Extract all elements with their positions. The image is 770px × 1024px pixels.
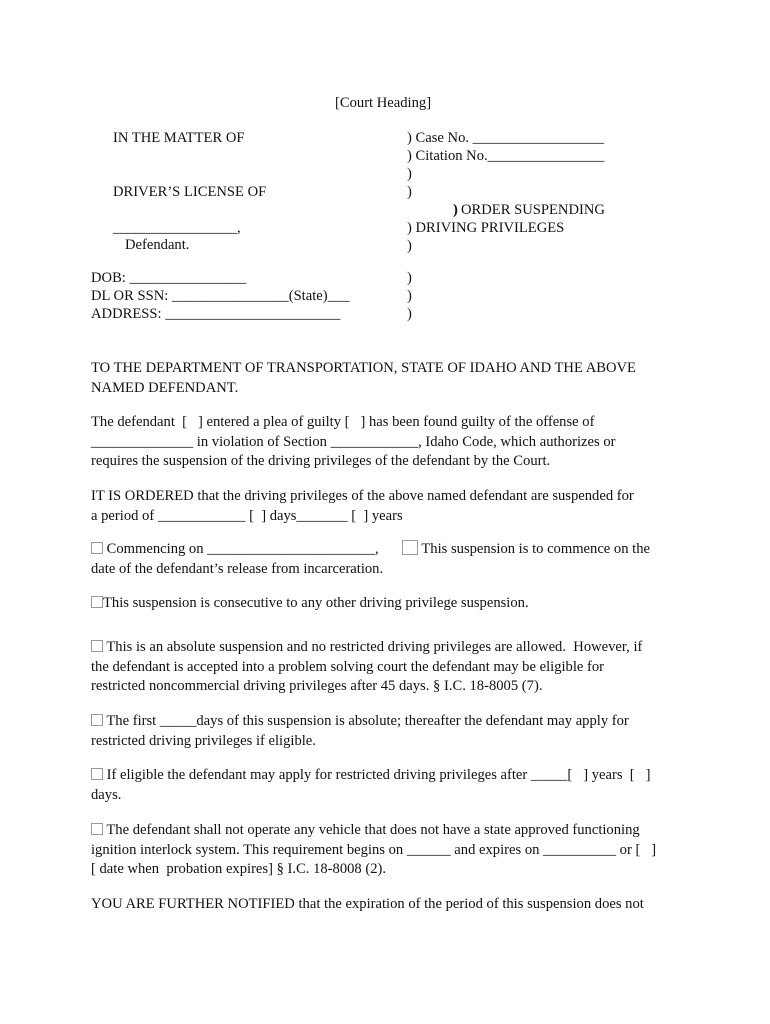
release-option (402, 540, 650, 558)
interlock-text: The defendant shall not operate any vehicle that does not have a state approved functioning (103, 822, 640, 838)
plea-line: requires the suspension of the driving privileges of the defendant by the Court. (91, 453, 551, 469)
interlock-line (91, 821, 681, 841)
caption-paren: ) (407, 184, 412, 200)
ordered-line: a period of ____________ [ ] days_______ [ ] years (91, 507, 403, 524)
caption-paren: ) (407, 270, 412, 286)
caption-paren: ) (407, 306, 412, 322)
absolute-paragraph (91, 638, 681, 697)
plea-line: ______________ in violation of Section ____________, Idaho Code, which authorizes or (91, 433, 616, 450)
ordered-line: IT IS ORDERED that the driving privileges of the above named defendant are suspended for (91, 488, 634, 504)
absolute-line (91, 638, 681, 658)
plea-line: The defendant [ ] entered a plea of guilty [ ] has been found guilty of the offense of (91, 414, 595, 430)
addressee (91, 359, 681, 398)
release-text: This suspension is to commence on the (421, 541, 650, 557)
caption-paren: ) (407, 288, 412, 304)
consecutive-checkbox[interactable] (91, 596, 103, 608)
court-heading: [Court Heading] (335, 95, 432, 111)
ordered-paragraph (91, 487, 681, 526)
eligible-checkbox[interactable] (91, 768, 103, 780)
interlock-checkbox[interactable] (91, 823, 103, 835)
caption-address: ADDRESS: ________________________ (91, 306, 341, 322)
consecutive-paragraph (91, 594, 681, 614)
caption-dob: DOB: ________________ (91, 270, 247, 286)
notified-paragraph (91, 895, 681, 915)
first-days-text: The first _____days of this suspension is absolute; thereafter the defendant may apply for (106, 713, 629, 729)
eligible-text: If eligible the defendant may apply for restricted driving privileges after _____[ ] years [ ] (103, 767, 651, 783)
absolute-checkbox[interactable] (91, 640, 103, 652)
absolute-line: the defendant is accepted into a problem solving court the defendant may be eligible for (91, 658, 605, 675)
absolute-line: restricted noncommercial driving privileges after 45 days. § I.C. 18-8005 (7). (91, 678, 543, 694)
release-line: date of the defendant’s release from incarceration. (91, 560, 384, 577)
caption-defendant: Defendant. (125, 237, 190, 253)
order-title: ORDER SUSPENDING (461, 202, 605, 218)
interlock-paragraph (91, 821, 681, 880)
commencing-checkbox[interactable] (91, 542, 103, 554)
first-days-checkbox[interactable] (91, 714, 103, 726)
interlock-line: ignition interlock system. This requirement begins on ______ and expires on __________ or [ ] (91, 841, 657, 858)
commencing-text: Commencing on _______________________, (103, 541, 379, 557)
first-days-line: restricted driving privileges if eligible. (91, 732, 316, 749)
notified-line: YOU ARE FURTHER NOTIFIED that the expiration of the period of this suspension does not (91, 896, 644, 912)
plea-paragraph (91, 413, 681, 472)
first-days-paragraph (91, 712, 681, 751)
caption-paren: ) (407, 238, 412, 254)
consecutive-text: This suspension is consecutive to any other driving privilege suspension. (103, 595, 529, 611)
addressee-line: NAMED DEFENDANT. (91, 379, 239, 396)
absolute-text: This is an absolute suspension and no restricted driving privileges are allowed. However, if (106, 639, 643, 655)
caption-name-blank: _________________, (113, 220, 241, 236)
consecutive-line (91, 594, 681, 614)
eligible-line (91, 766, 681, 786)
release-checkbox[interactable] (402, 540, 418, 555)
caption-case-no: ) Case No. __________________ (407, 130, 605, 146)
eligible-line: days. (91, 786, 122, 803)
addressee-line: TO THE DEPARTMENT OF TRANSPORTATION, STATE OF IDAHO AND THE ABOVE (91, 360, 636, 376)
caption-citation-no: ) Citation No.________________ (407, 148, 605, 164)
caption-paren: ) (407, 166, 412, 182)
caption-paren: ) (453, 202, 458, 218)
interlock-line: [ date when probation expires] § I.C. 18-8008 (2). (91, 861, 387, 877)
caption-dl-ssn: DL OR SSN: ________________(State)___ (91, 288, 350, 304)
first-days-line (91, 712, 681, 732)
caption-license: DRIVER’S LICENSE OF (113, 184, 267, 200)
caption-matter: IN THE MATTER OF (113, 130, 245, 146)
caption-driving-privileges: ) DRIVING PRIVILEGES (407, 220, 565, 236)
eligible-paragraph (91, 766, 681, 805)
